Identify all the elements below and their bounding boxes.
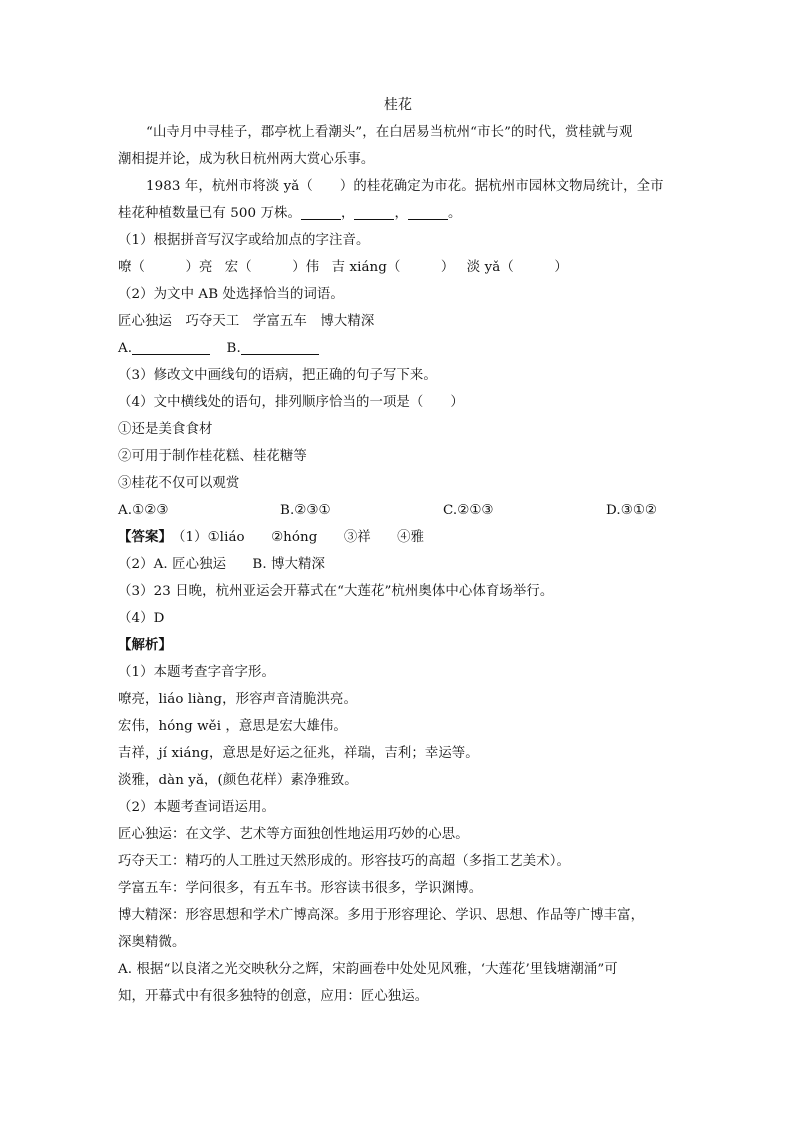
question-3: （3）修改文中画线句的语病，把正确的句子写下来。 bbox=[118, 368, 437, 383]
sentence-2: ②可用于制作桂花糕、桂花糖等 bbox=[118, 449, 307, 464]
q1-item: 宏（ ）伟 bbox=[224, 260, 320, 275]
analysis-line: （2）本题考查词语运用。 bbox=[118, 800, 276, 815]
analysis-line: 巧夺天工：精巧的人工胜过天然形成的。形容技巧的高超（多指工艺美术）。 bbox=[118, 854, 570, 869]
q1-item: 吉 xiáng（ ） bbox=[331, 260, 455, 275]
answer-prefix: （1） bbox=[171, 530, 208, 545]
analysis-line: 学富五车：学问很多，有五车书。形容读书很多，学识渊博。 bbox=[118, 881, 483, 896]
answer-label: 【答案】 bbox=[118, 529, 172, 545]
option-d[interactable]: D.③①② bbox=[606, 503, 658, 518]
passage-text: 桂花种植数量已有 500 万株。 bbox=[118, 206, 301, 221]
analysis-line: 淡雅，dàn yǎ，(颜色花样）素净雅致。 bbox=[118, 773, 358, 788]
answer-item: ④雅 bbox=[397, 530, 425, 545]
passage-line: 1983 年，杭州市将淡 yǎ（ ）的桂花确定为市花。据杭州市园林文物局统计，全市 bbox=[146, 179, 664, 194]
fill-blank[interactable] bbox=[408, 203, 448, 220]
question-2-words: 匠心独运 巧夺天工 学富五车 博大精深 bbox=[118, 314, 375, 329]
option-a[interactable]: A.①②③ bbox=[118, 503, 169, 518]
analysis-line: 知，开幕式中有很多独特的创意，应用：匠心独运。 bbox=[118, 989, 429, 1004]
separator: ， bbox=[394, 206, 408, 221]
analysis-line: 博大精深：形容思想和学术广博高深。多用于形容理论、学识、思想、作品等广博丰富， bbox=[118, 908, 645, 923]
analysis-line: 宏伟，hóng wěi ，意思是宏大雄伟。 bbox=[118, 719, 347, 734]
options-row bbox=[118, 497, 678, 524]
answer-item: ③祥 bbox=[343, 530, 371, 545]
answer-item: ①liáo bbox=[207, 530, 245, 545]
analysis-line: 匠心独运：在文学、艺术等方面独创性地运用巧妙的心思。 bbox=[118, 827, 469, 842]
question-4: （4）文中横线处的语句，排列顺序恰当的一项是（ ） bbox=[118, 395, 464, 410]
question-1-items bbox=[118, 254, 678, 281]
question-2: （2）为文中 AB 处选择恰当的词语。 bbox=[118, 287, 344, 302]
passage-line: “山寺月中寻桂子，郡亭枕上看潮头”，在白居易当杭州“市长”的时代，赏桂就与观 bbox=[146, 125, 633, 140]
page-title: 桂花 bbox=[383, 97, 413, 113]
analysis-label: 【解析】 bbox=[118, 637, 172, 653]
blank-a-label: A. bbox=[118, 341, 133, 356]
answer-line-1 bbox=[118, 524, 678, 551]
blank-b-label: B. bbox=[226, 341, 241, 356]
fill-blank[interactable] bbox=[354, 203, 394, 220]
fill-blank[interactable] bbox=[301, 203, 341, 220]
answer-item: B. 博大精深 bbox=[252, 557, 326, 572]
analysis-line: A. 根据“以良渚之光交映秋分之辉，宋韵画卷中处处见风雅，‘大莲花’里钱塘潮涌”可 bbox=[118, 962, 618, 977]
answer-blank-b[interactable] bbox=[241, 338, 319, 355]
answer-item: ②hóng bbox=[271, 530, 318, 545]
document-page bbox=[118, 92, 678, 1010]
q1-item: 淡 yǎ（ ） bbox=[466, 260, 568, 275]
analysis-line: 深奥精微。 bbox=[118, 935, 186, 950]
passage-line-with-blanks bbox=[118, 200, 678, 227]
answer-line-2 bbox=[118, 551, 678, 578]
analysis-line: 嘹亮，liáo liàng，形容声音清脆洪亮。 bbox=[118, 692, 357, 707]
answer-item: A. 匠心独运 bbox=[153, 557, 227, 572]
answer-prefix: （2） bbox=[118, 557, 154, 572]
sentence-1: ①还是美食食材 bbox=[118, 422, 213, 437]
question-1: （1）根据拼音写汉字或给加点的字注音。 bbox=[118, 233, 370, 248]
analysis-line: （1）本题考查字音字形。 bbox=[118, 665, 276, 680]
analysis-line: 吉祥，jí xiáng，意思是好运之征兆，祥瑞，吉利；幸运等。 bbox=[118, 746, 479, 761]
answer-line-3: （3）23 日晚，杭州亚运会开幕式在“大莲花”杭州奥体中心体育场举行。 bbox=[118, 584, 554, 599]
answer-line-4: （4）D bbox=[118, 611, 165, 626]
sentence-3: ③桂花不仅可以观赏 bbox=[118, 476, 240, 491]
answer-blank-a[interactable] bbox=[132, 338, 210, 355]
separator: ， bbox=[340, 206, 355, 221]
option-b[interactable]: B.②③① bbox=[280, 503, 331, 518]
option-c[interactable]: C.②①③ bbox=[443, 503, 494, 518]
question-2-blanks bbox=[118, 335, 678, 362]
q1-item: 嘹（ ）亮 bbox=[118, 260, 213, 275]
separator: 。 bbox=[447, 206, 462, 221]
passage-line: 潮相提并论，成为秋日杭州两大赏心乐事。 bbox=[118, 152, 375, 167]
